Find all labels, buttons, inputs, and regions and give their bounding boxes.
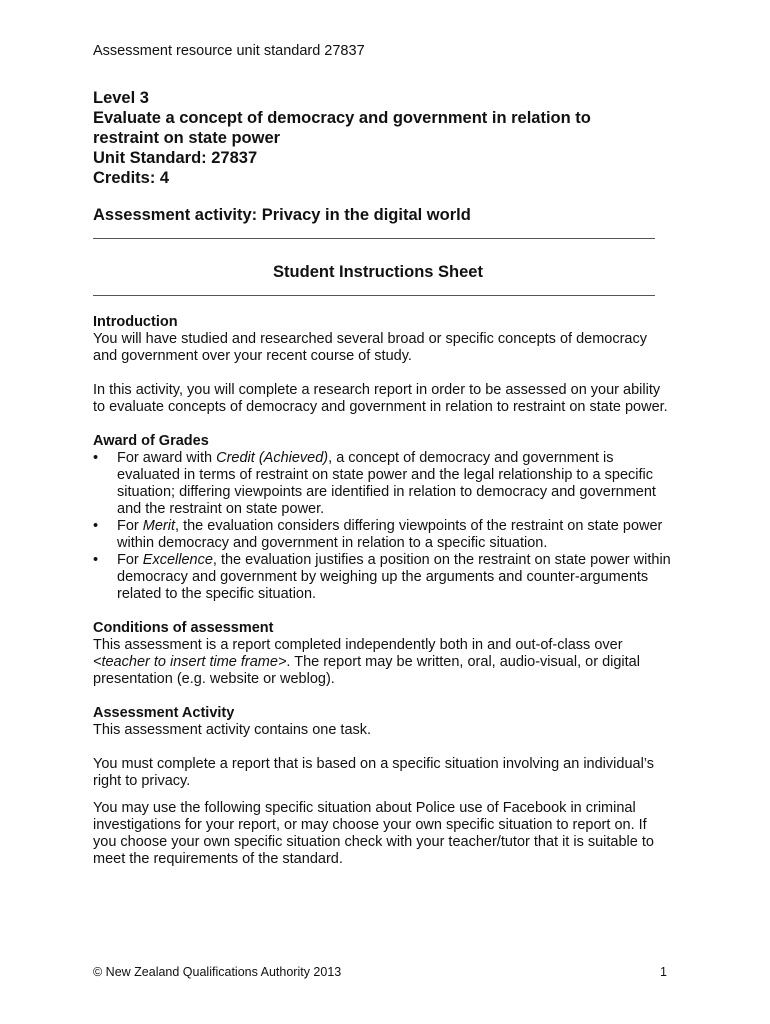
activity-para-1: This assessment activity contains one task. — [93, 722, 372, 738]
activity-para-2: You must complete a report that is based on a specific situation involving an individual’s right to privacy. — [93, 756, 654, 789]
unit-standard-heading: Unit Standard: 27837 — [93, 149, 258, 167]
conditions-para: This assessment is a report completed independently both in and out-of-class over <teacher to insert time frame>. The report may be written, oral, audio-visual, or digital presentation (e.g. website or weblog). — [93, 637, 640, 687]
activity-title: Assessment activity: Privacy in the digital world — [93, 206, 471, 224]
standard-title-line2: restraint on state power — [93, 129, 281, 147]
award-item-merit: • For Merit, the evaluation considers differing viewpoints of the restraint on state power within democracy and government in relation to a specific situation. — [93, 518, 663, 551]
award-heading: Award of Grades — [93, 433, 209, 449]
assessment-activity-heading: Assessment Activity — [93, 705, 235, 721]
bullet-icon: • — [93, 450, 99, 466]
body-content — [93, 314, 673, 868]
award-item-excellence: • For Excellence, the evaluation justifies a position on the restraint on state power within democracy and government by weighing up the arguments and counter-arguments related to the specific situation. — [93, 552, 671, 602]
standard-title-line1: Evaluate a concept of democracy and government in relation to — [93, 109, 591, 127]
page-number: 1 — [660, 965, 667, 979]
award-item-credit: • For award with Credit (Achieved), a concept of democracy and government is evaluated in terms of restraint on state power and the legal relationship to a specific situation; differing viewpoints are identified in relation to democracy and government and the restraint on state power. — [93, 450, 656, 517]
sheet-title: Student Instructions Sheet — [273, 263, 483, 281]
copyright-notice: © New Zealand Qualifications Authority 2013 — [93, 965, 342, 979]
introduction-heading: Introduction — [93, 314, 178, 330]
divider-bottom — [93, 295, 655, 296]
bullet-icon: • — [93, 518, 99, 534]
activity-para-3: You may use the following specific situation about Police use of Facebook in criminal investigations for your report, or may choose your own specific situation to report on. If you choose your own specific situation check with your teacher/tutor that it is suitable to meet the requirements of the standard. — [93, 800, 654, 867]
introduction-para-1: You will have studied and researched several broad or specific concepts of democracy and government over your recent course of study. — [93, 331, 647, 364]
credits-heading: Credits: 4 — [93, 169, 170, 187]
level-heading: Level 3 — [93, 89, 149, 107]
divider-top — [93, 238, 655, 239]
page-header: Assessment resource unit standard 27837 — [93, 43, 365, 59]
introduction-para-2: In this activity, you will complete a research report in order to be assessed on your ability to evaluate concepts of democracy and government in relation to restraint on state power. — [93, 382, 668, 415]
bullet-icon: • — [93, 552, 99, 568]
award-list — [93, 450, 673, 603]
title-block — [93, 88, 693, 188]
conditions-heading: Conditions of assessment — [93, 620, 274, 636]
